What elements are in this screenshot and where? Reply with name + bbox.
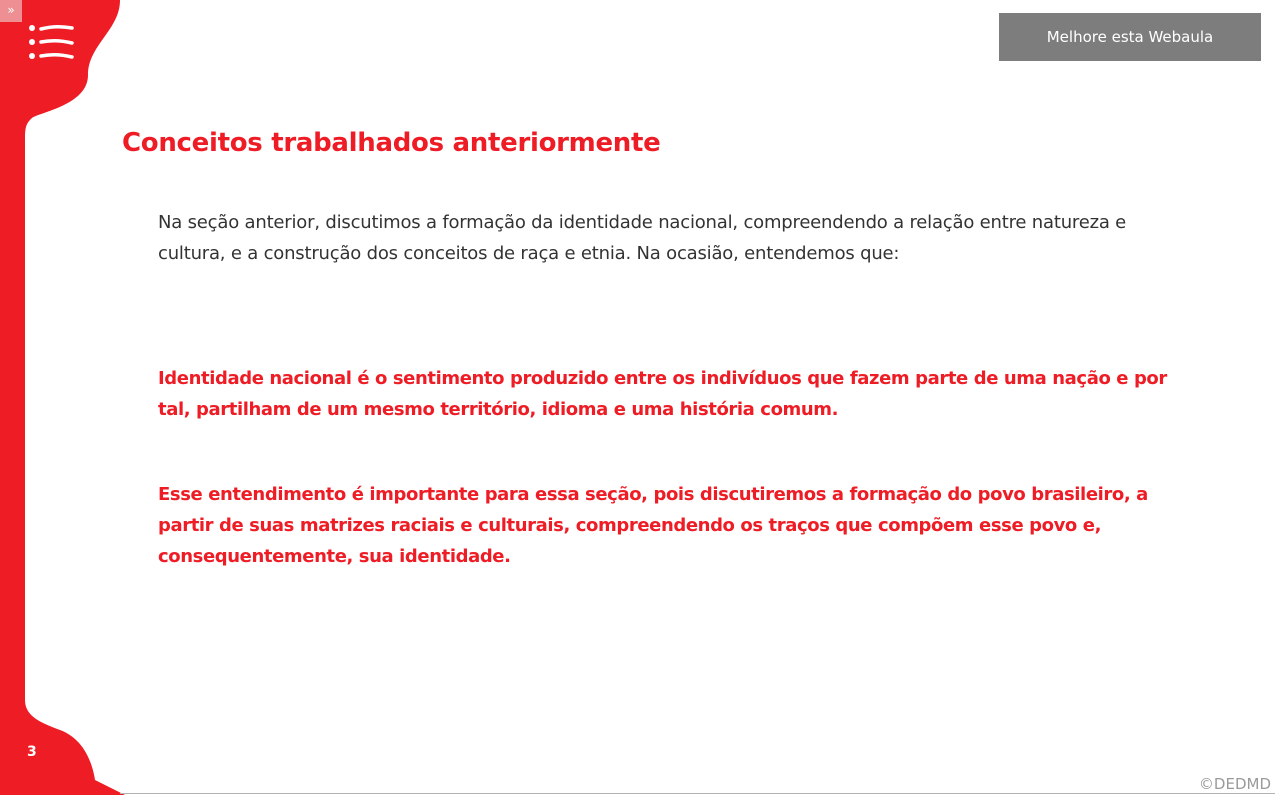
highlight-paragraph-identity: Identidade nacional é o sentimento produzido entre os indivíduos que fazem parte de uma nação e por tal, partilham de um mesmo território, idioma e uma história comum. (158, 368, 1167, 420)
highlight-paragraph-section: Esse entendimento é importante para essa seção, pois discutiremos a formação do povo brasileiro, a partir de suas matrizes raciais e culturais, compreendendo os traços que compõem esse povo e, consequentemente, sua identidade. (158, 484, 1148, 567)
intro-paragraph: Na seção anterior, discutimos a formação da identidade nacional, compreendendo a relação entre natureza e cultura, e a construção dos conceitos de raça e etnia. Na ocasião, entendemos que: (158, 212, 1127, 264)
sidebar-shape (0, 0, 130, 795)
page-number: 3 (27, 744, 37, 760)
expand-icon[interactable]: » (0, 0, 22, 22)
page-title: Conceitos trabalhados anteriormente (122, 128, 661, 158)
footer-divider (120, 793, 1275, 794)
list-menu-icon[interactable] (24, 22, 76, 62)
improve-webaula-button[interactable]: Melhore esta Webaula (999, 13, 1261, 61)
copyright-text: ©DEDMD (1198, 775, 1271, 793)
sidebar (0, 0, 130, 795)
